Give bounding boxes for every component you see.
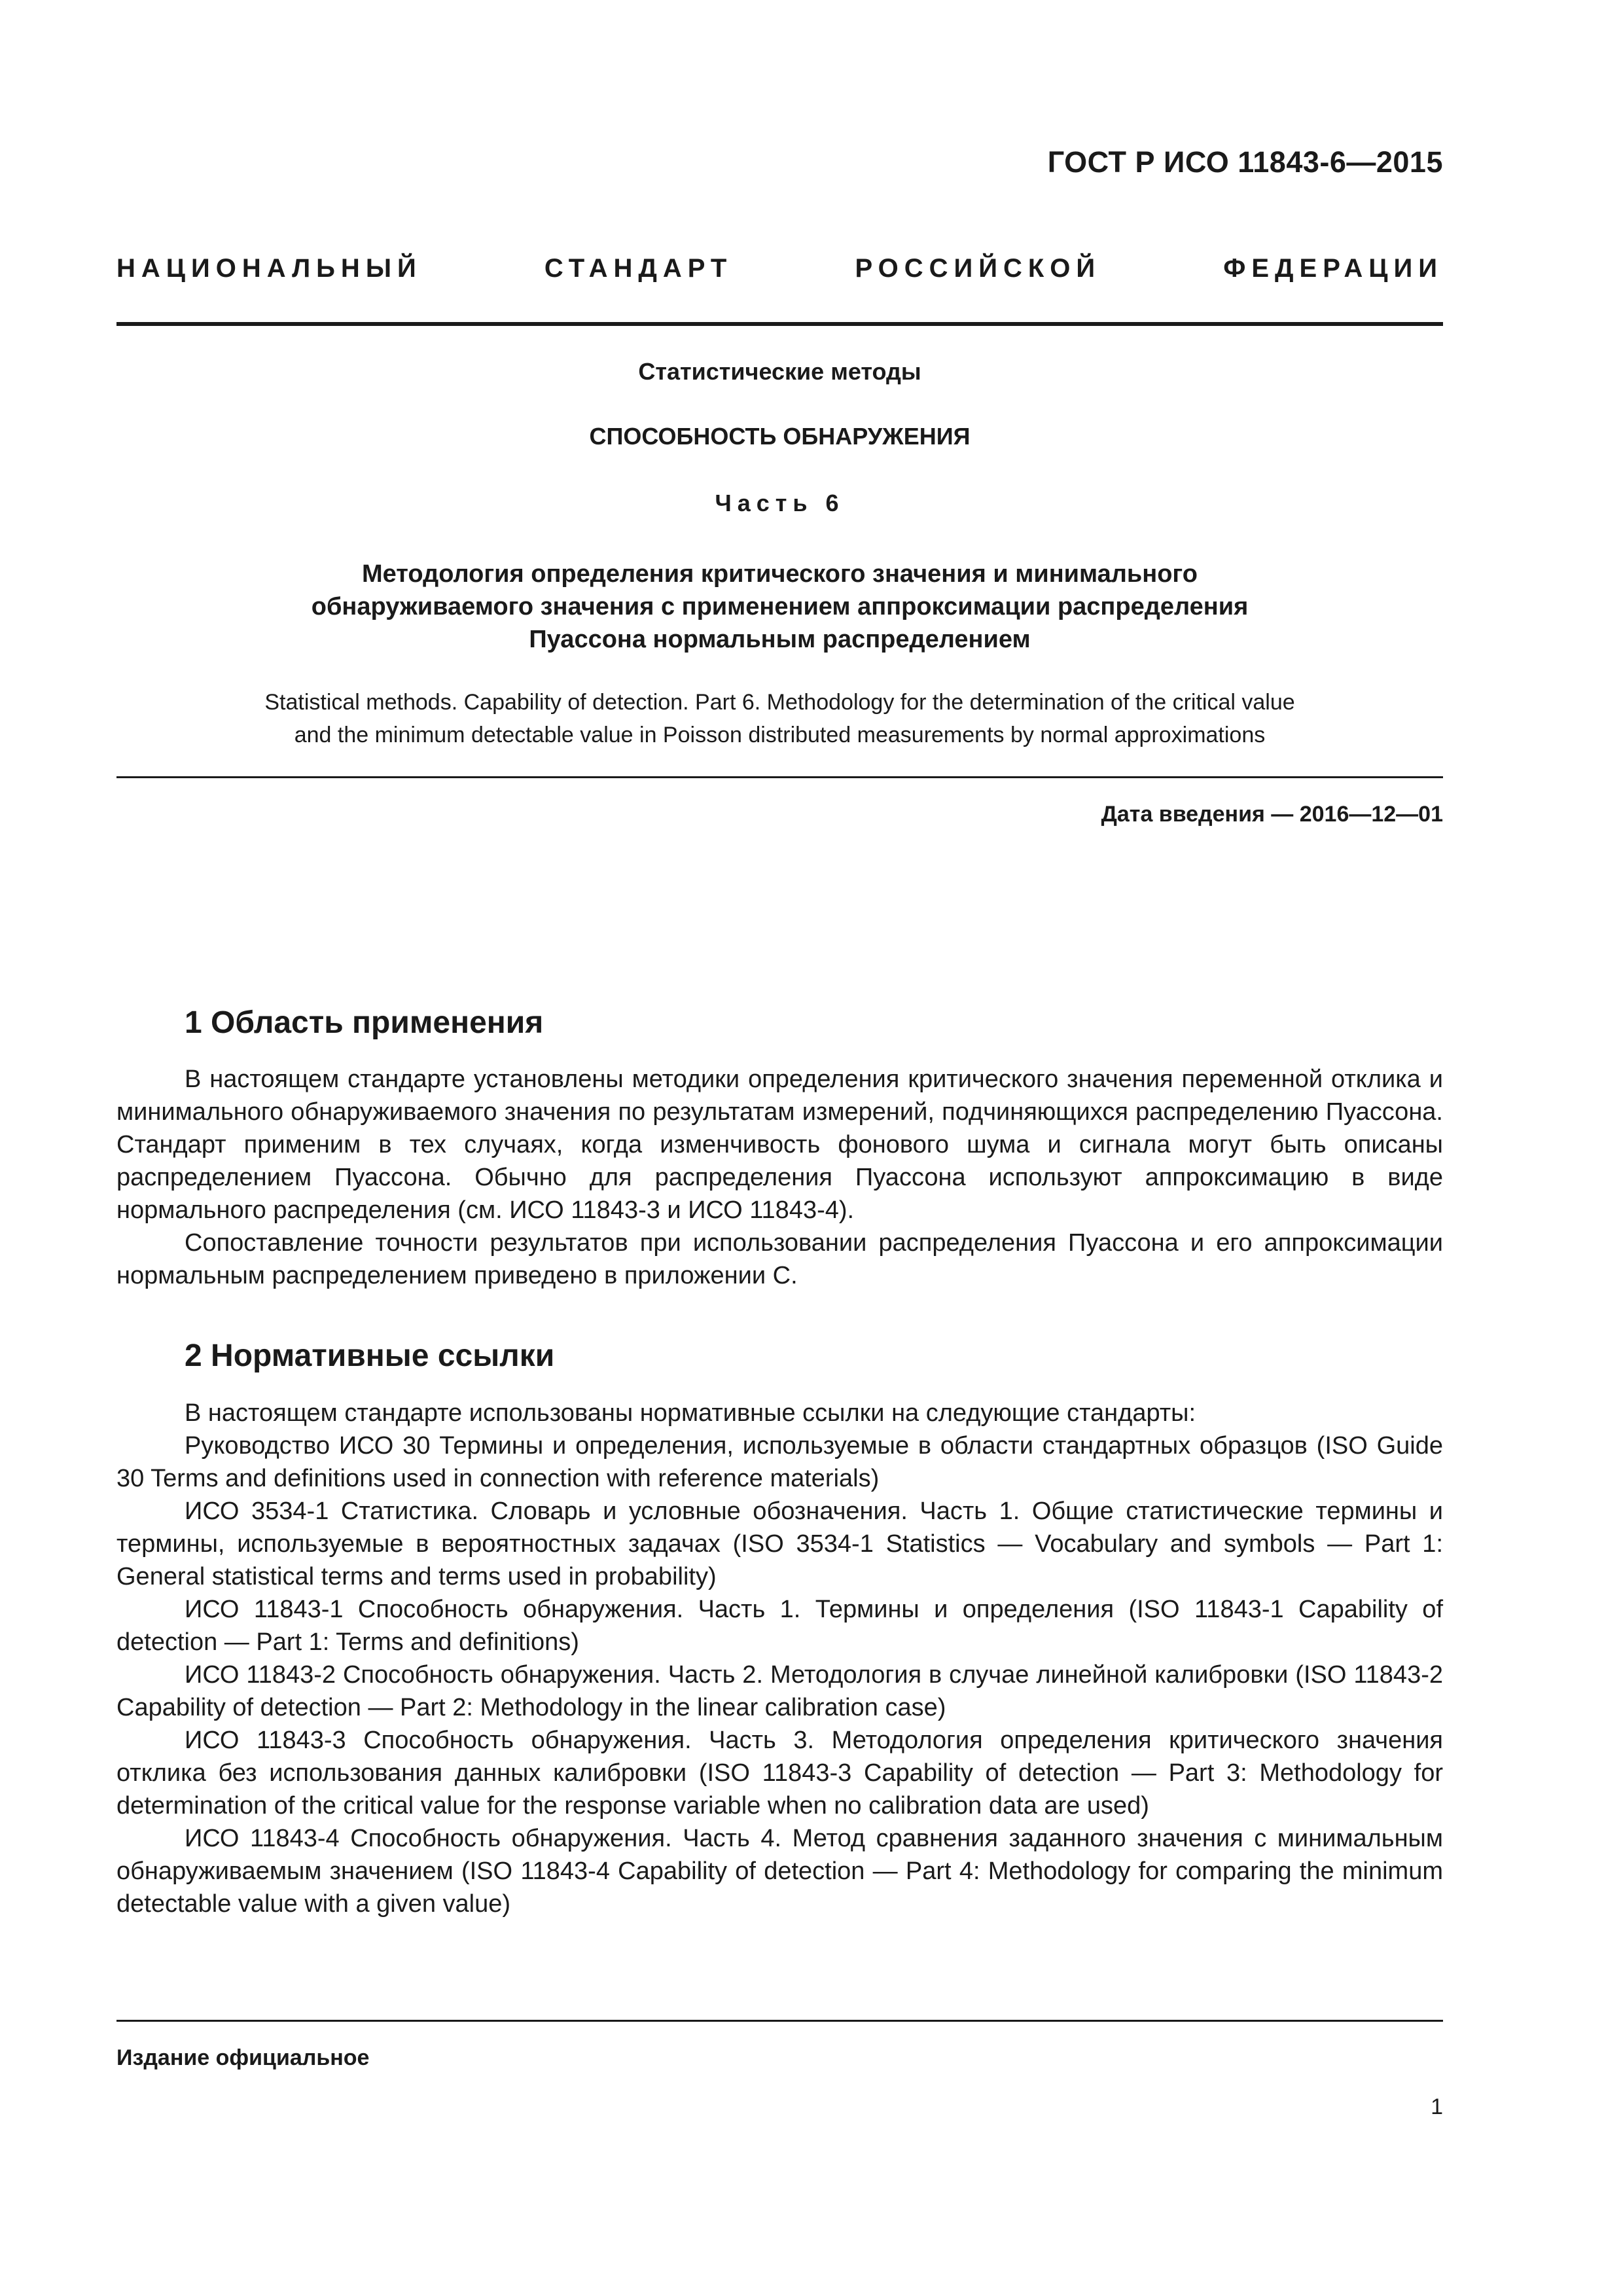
- introduction-date: Дата введения — 2016—12—01: [1101, 802, 1443, 827]
- banner-word: НАЦИОНАЛЬНЫЙ: [116, 254, 422, 283]
- paragraph: ИСО 3534-1 Статистика. Словарь и условные обозначения. Часть 1. Общие статистические термины и термины, используемые в вероятностных задачах (ISO 3534-1 Statistics — Vocabulary and symbols — Part 1: General statistical terms and terms used in probability): [116, 1498, 1443, 1590]
- banner-word: ФЕДЕРАЦИИ: [1223, 254, 1443, 283]
- paragraph: Руководство ИСО 30 Термины и определения, используемые в области стандартных образцов (ISO Guide 30 Terms and definitions used in connection with reference materials): [116, 1432, 1443, 1492]
- main-title: [116, 558, 1443, 656]
- paragraph: ИСО 11843-4 Способность обнаружения. Часть 4. Метод сравнения заданного значения с минимальным обнаруживаемым значением (ISO 11843-4 Capability of detection — Part 4: Methodology for comparing the minimum detectable value with a given value): [116, 1825, 1443, 1918]
- main-title-line: Методология определения критического значения и минимального: [362, 560, 1198, 588]
- page-number: 1: [1431, 2094, 1443, 2119]
- english-title: [116, 686, 1443, 751]
- footer-rule: [116, 2020, 1443, 2022]
- banner-word: СТАНДАРТ: [544, 254, 733, 283]
- paragraph: В настоящем стандарте использованы нормативные ссылки на следующие стандарты:: [185, 1399, 1196, 1427]
- section-1-body: [116, 1063, 1443, 1292]
- part-title: Часть 6: [715, 490, 845, 516]
- paragraph: В настоящем стандарте установлены методики определения критического значения переменной отклика и минимального обнаруживаемого значения по результатам измерений, подчиняющихся распределению Пуассона. Стандарт применим в тех случаях, когда изменчивость фонового шума и сигнала могут быть описаны распределением Пуассона. Обычно для распределения Пуассона используют аппроксимацию в виде нормального распределения (см. ИСО 11843-3 и ИСО 11843-4).: [116, 1066, 1443, 1224]
- paragraph: ИСО 11843-3 Способность обнаружения. Часть 3. Методология определения критического значения отклика без использования данных калибровки (ISO 11843-3 Capability of detection — Part 3: Methodology for determination of the critical value for the response variable when no calibration data are used): [116, 1727, 1443, 1820]
- section-2-heading: 2 Нормативные ссылки: [185, 1338, 555, 1373]
- paragraph: Сопоставление точности результатов при использовании распределения Пуассона и его аппроксимации нормальным распределением приведено в приложении С.: [116, 1229, 1443, 1289]
- document-page: [116, 0, 1443, 2296]
- paragraph: ИСО 11843-2 Способность обнаружения. Часть 2. Методология в случае линейной калибровки (ISO 11843-2 Capability of detection — Part 2: Methodology in the linear calibration case): [116, 1661, 1443, 1721]
- main-title-line: Пуассона нормальным распределением: [529, 626, 1031, 653]
- english-title-line: and the minimum detectable value in Poisson distributed measurements by normal approximations: [294, 723, 1266, 747]
- series-title: Статистические методы: [638, 358, 921, 385]
- edition-label: Издание официальное: [116, 2045, 370, 2070]
- main-title-line: обнаруживаемого значения с применением аппроксимации распределения: [311, 593, 1249, 620]
- topic-title: СПОСОБНОСТЬ ОБНАРУЖЕНИЯ: [589, 423, 971, 450]
- national-standard-banner: [116, 254, 1443, 283]
- document-number: ГОСТ Р ИСО 11843-6—2015: [1047, 145, 1443, 179]
- section-1-heading: 1 Область применения: [185, 1005, 544, 1040]
- header-rule: [116, 322, 1443, 326]
- section-2-body: [116, 1397, 1443, 1920]
- banner-word: РОССИЙСКОЙ: [855, 254, 1101, 283]
- english-title-line: Statistical methods. Capability of detection. Part 6. Methodology for the determination of the critical value: [264, 690, 1295, 715]
- paragraph: ИСО 11843-1 Способность обнаружения. Часть 1. Термины и определения (ISO 11843-1 Capability of detection — Part 1: Terms and definitions): [116, 1596, 1443, 1656]
- title-rule: [116, 776, 1443, 778]
